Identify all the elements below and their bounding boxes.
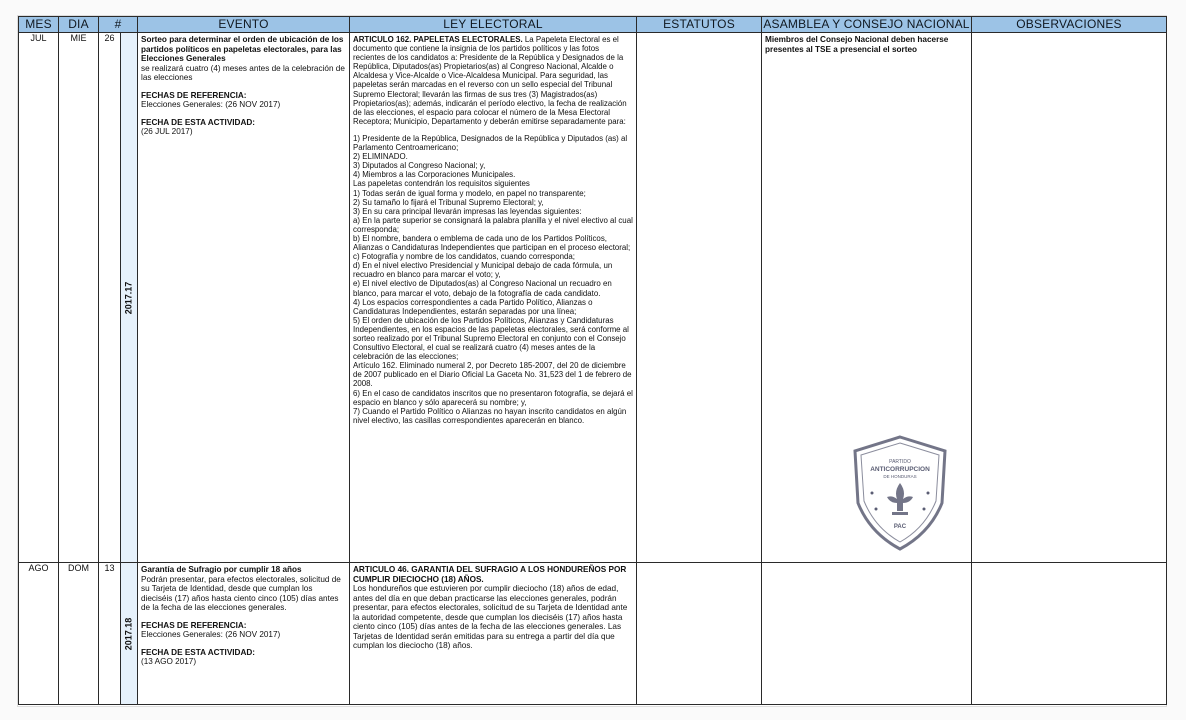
ley-item: 4) Los espacios correspondientes a cada Partido Político, Alianzas o Candidaturas Independientes, estarán separadas por una línea; <box>353 297 593 316</box>
ley-item: 1) Presidente de la República, Designados de la República y Diputados (as) al Parlamento Centroamericano; <box>353 133 628 153</box>
ref-value: Elecciones Generales: (26 NOV 2017) <box>141 100 281 109</box>
cell-observaciones <box>972 33 1167 563</box>
act-value: (13 AGO 2017) <box>141 657 197 666</box>
header-dia: DIA <box>59 17 99 33</box>
ley-item: 4) Miembros a las Corporaciones Municipales. <box>353 170 516 180</box>
table-row <box>19 563 1167 705</box>
ley-item: b) El nombre, bandera o emblema de cada uno de los Partidos Políticos, Alianzas o Candidaturas Independientes que participan en el proceso electoral; <box>353 233 631 253</box>
ley-item: 5) El orden de ubicación de los Partidos Políticos, Alianzas y Candidaturas Independientes, en los espacios de las papeletas electorales, será conforme al sorteo realizado por el Tribunal Supremo Electoral en conjunto con el Consejo Consultivo Electoral, el cual se realizará cuatro (4) meses antes de la celebración de las elecciones; <box>353 315 629 362</box>
ley-item: 3) Diputados al Congreso Nacional; y, <box>353 161 486 171</box>
header-mes: MES <box>19 17 59 33</box>
ley-item: 3) En su cara principal llevarán impresas las leyendas siguientes: <box>353 206 582 216</box>
ley-item: Las papeletas contendrán los requisitos siguientes <box>353 179 530 189</box>
calendar-table <box>18 16 1167 705</box>
cell-mes: AGO <box>19 563 59 705</box>
evento-title: Sorteo para determinar el orden de ubicación de los partidos políticos en papeletas electorales, para las Elecciones Generales <box>141 35 344 63</box>
header-row <box>19 17 1167 33</box>
ley-item: 7) Cuando el Partido Político o Alianzas no hayan inscrito candidatos en algún nivel electivo, las casillas correspondientes aparecerán en blanco. <box>353 406 627 425</box>
cell-asamblea <box>762 563 972 705</box>
svg-text:PAC: PAC <box>893 524 907 530</box>
cell-mes: JUL <box>19 33 59 563</box>
cell-asamblea: Miembros del Consejo Nacional deben hacerse presentes al TSE a presencial el sorteo <box>762 33 972 563</box>
svg-text:PARTIDO: PARTIDO <box>889 459 911 465</box>
header-num: # <box>99 17 138 33</box>
act-label: FECHA DE ESTA ACTIVIDAD: <box>141 647 256 657</box>
cell-ley <box>350 33 637 563</box>
cell-estatutos <box>637 33 762 563</box>
cell-dia-num: 26 <box>99 33 121 563</box>
ref-value: Elecciones Generales: (26 NOV 2017) <box>141 630 281 639</box>
ley-item: 2) Su tamaño lo fijará el Tribunal Supremo Electoral; y, <box>353 197 544 207</box>
cell-dia: DOM <box>59 563 99 705</box>
header-observaciones: OBSERVACIONES <box>972 17 1167 33</box>
cell-ley <box>350 563 637 705</box>
cell-dia: MIE <box>59 33 99 563</box>
cell-observaciones <box>972 563 1167 705</box>
header-asamblea: ASAMBLEA Y CONSEJO NACIONAL <box>763 17 970 31</box>
ley-items <box>353 134 633 425</box>
ley-item: Artículo 162. Eliminado numeral 2, por Decreto 185-2007, del 20 de diciembre de 2007 publicado en el Diario Oficial La Gaceta No. 31,523 del 1 de febrero de 2008. <box>353 361 632 389</box>
act-value: (26 JUL 2017) <box>141 127 193 136</box>
act-label: FECHA DE ESTA ACTIVIDAD: <box>141 117 256 127</box>
ley-item: a) En la parte superior se consignará la palabra planilla y el nivel electivo al cual corresponda; <box>353 215 633 234</box>
cell-dia-num: 13 <box>99 563 121 705</box>
ref-label: FECHAS DE REFERENCIA: <box>141 90 247 100</box>
ley-item: e) El nivel electivo de Diputados(as) al Congreso Nacional un recuadro en blanco, para marcar el voto, debajo de la fotografía de cada candidato. <box>353 279 612 298</box>
cell-evento <box>138 33 350 563</box>
ley-item: 2) ELIMINADO. <box>353 152 408 162</box>
activity-code: 2017.18 <box>123 617 134 650</box>
evento-body: Podrán presentar, para efectos electorales, solicitud de su Tarjeta de Identidad, desde que cumplan los dieciséis (17) años hasta ciento cinco (105) días antes de la fecha de las elecciones generales. <box>141 574 341 612</box>
document-page <box>18 16 1166 706</box>
cell-evento <box>138 563 350 705</box>
ref-label: FECHAS DE REFERENCIA: <box>141 620 247 630</box>
ley-item: 6) En el caso de candidatos inscritos que no presentaron fotografía, se dejará el espacio en blanco y sólo aparecerá su nombre; y, <box>353 388 633 407</box>
header-ley: LEY ELECTORAL <box>350 17 637 33</box>
evento-body: se realizará cuatro (4) meses antes de la celebración de las elecciones <box>141 63 345 82</box>
ley-intro: La Papeleta Electoral es el documento que contiene la insignia de los partidos políticos y las fotos recientes de los candidatos a: Presidente de la República y Designados de la República, Diputados(as) Propietarios(as) al Congreso Nacional, Alcalde o Alcaldesa y Vice-Alcalde o Vice-Alcaldesa Municipal. Para seguridad, las papeletas serán marcadas en el reverso con un sello especial del Tribunal Supremo Electoral; llevarán las firmas de sus tres (3) Magistrados(as) Propietarios(as); además, indicarán el período electivo, la fecha de realización de las elecciones, el espacio para colocar el número de la Mesa Electoral Receptora; Municipio, Departamento y deberán emitirse separadamente para: <box>353 35 627 126</box>
header-evento: EVENTO <box>138 17 350 33</box>
evento-title: Garantía de Sufragio por cumplir 18 años <box>141 565 302 574</box>
ley-item: d) En el nivel electivo Presidencial y Municipal debajo de cada fórmula, un recuadro en blanco para marcar el voto; y, <box>353 261 613 280</box>
header-estatutos: ESTATUTOS <box>637 17 762 33</box>
ley-item: 1) Todas serán de igual forma y modelo, en papel no transparente; <box>353 188 586 198</box>
activity-code: 2017.17 <box>123 281 134 314</box>
ley-item: c) Fotografía y nombre de los candidatos, cuando corresponda; <box>353 252 575 262</box>
ley-title: ARTICULO 162. PAPELETAS ELECTORALES. <box>353 35 523 44</box>
svg-text:DE HONDURAS: DE HONDURAS <box>883 474 917 479</box>
cell-code <box>121 563 138 705</box>
cell-estatutos <box>637 563 762 705</box>
table-row <box>19 33 1167 563</box>
svg-text:ANTICORRUPCION: ANTICORRUPCION <box>870 466 930 473</box>
ley-intro: Los hondureños que estuvieren por cumplir dieciocho (18) años de edad, antes del día en que deban practicarse las elecciones generales, podrán presentar, para efectos electorales, solicitud de su Tarjeta de Identidad ante la autoridad competente, desde que cumplan los dieciséis (17) años hasta ciento cinco (105) días antes de la fecha de las elecciones generales. Las Tarjetas de Identidad serán emitidas para su entrega a partir del día que cumplan los dieciocho (18) años. <box>353 584 628 650</box>
ley-title: ARTICULO 46. GARANTIA DEL SUFRAGIO A LOS HONDUREÑOS POR CUMPLIR DIECIOCHO (18) AÑOS. <box>353 565 627 584</box>
cell-code <box>121 33 138 563</box>
party-seal-stamp <box>850 433 950 553</box>
